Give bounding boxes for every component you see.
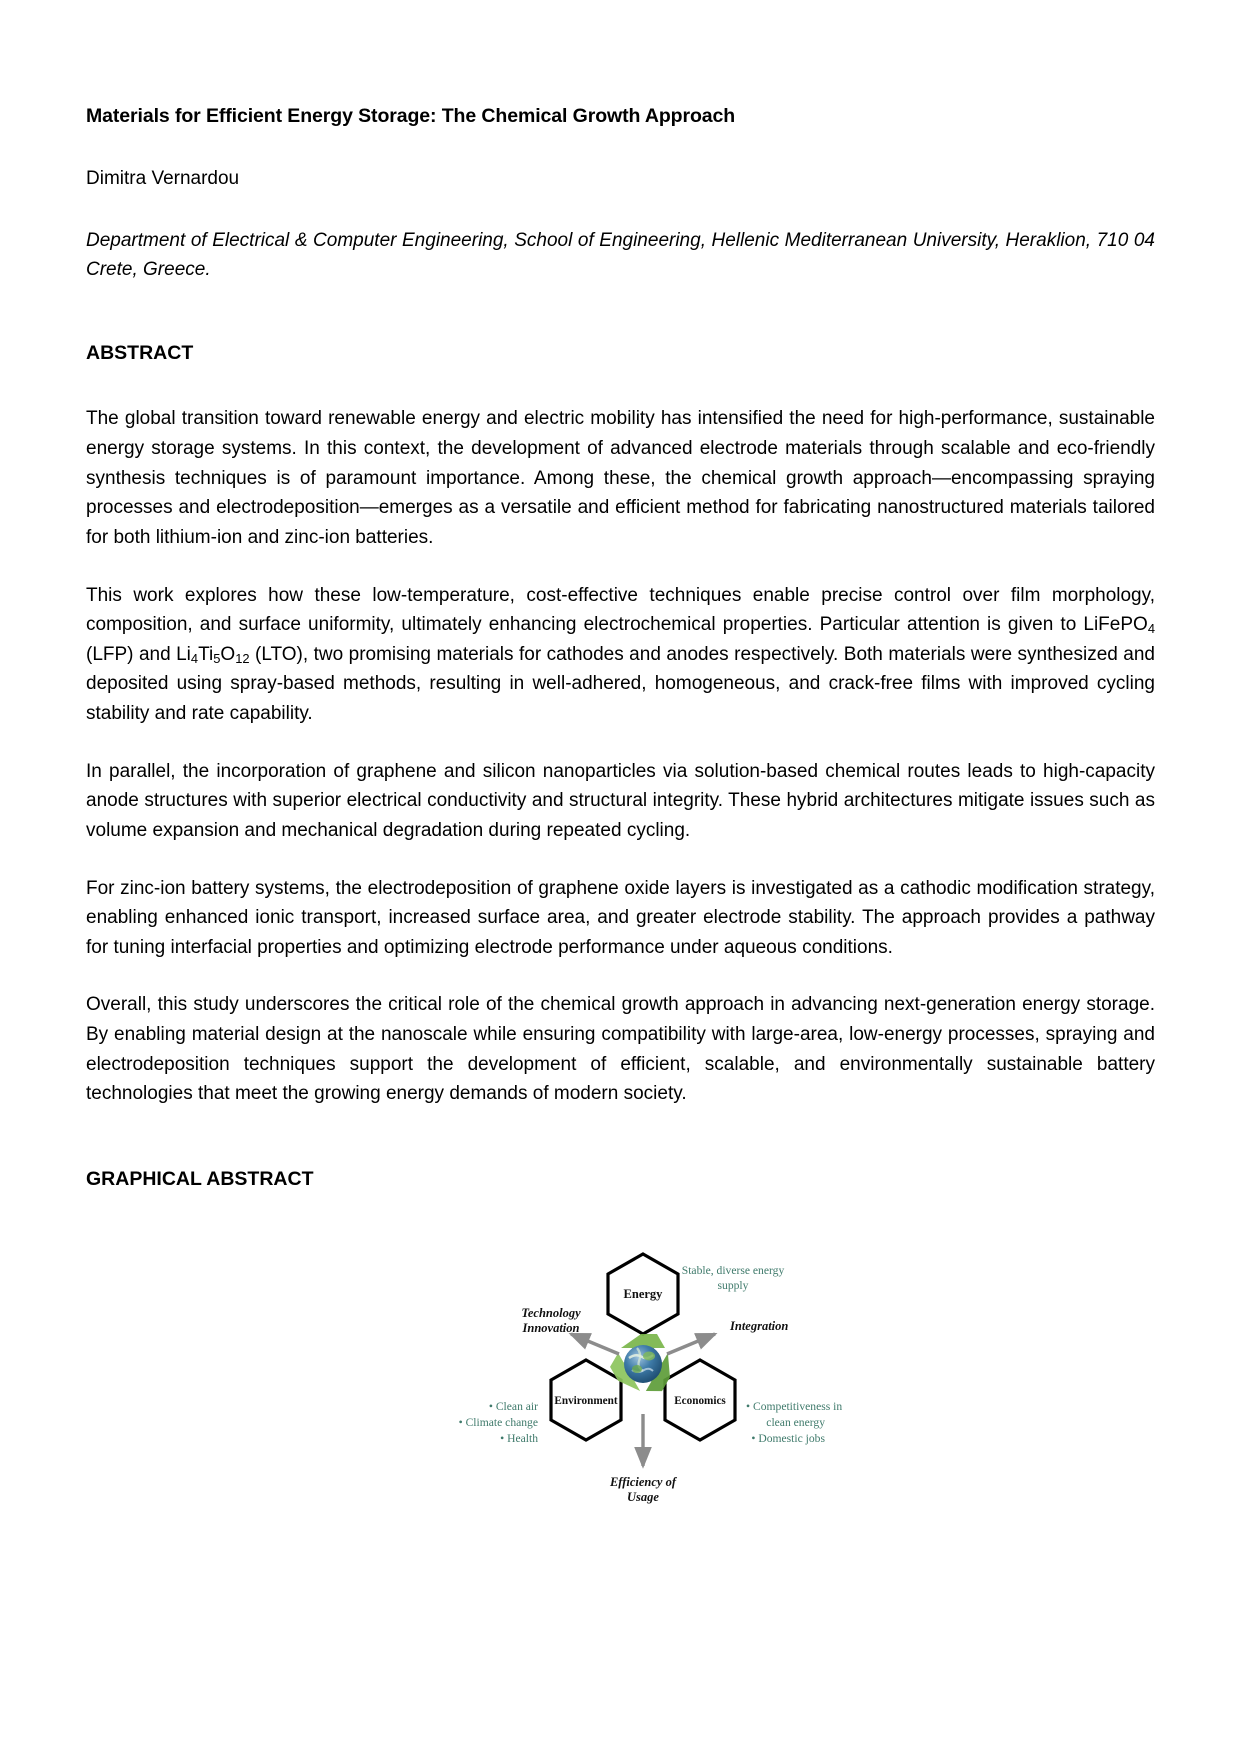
- label-technology-innovation-line1: Technology: [520, 1306, 581, 1321]
- bullet-climate-change: • Climate change: [458, 1416, 538, 1430]
- lfp-subscript-4: 4: [1147, 620, 1155, 636]
- bullet-domestic-jobs: • Domestic jobs: [750, 1432, 825, 1446]
- label-efficiency-line2: Usage: [626, 1490, 659, 1505]
- annotation-supply-line2: supply: [717, 1279, 748, 1293]
- annotation-economics-bullets: [746, 1400, 842, 1445]
- hexagon-energy-label: Energy: [623, 1287, 662, 1302]
- bullet-clean-air: • Clean air: [488, 1400, 538, 1414]
- hexagon-environment: [551, 1360, 621, 1440]
- lto-subscript-li4: 4: [190, 650, 199, 666]
- hexagon-economics: [665, 1360, 735, 1440]
- bullet-clean-energy-cont: clean energy: [765, 1416, 825, 1430]
- author-affiliation: Department of Electrical & Computer Engineering, School of Engineering, Hellenic Mediterranean University, Heraklion, 710 04 Crete, Greece.: [86, 230, 1155, 280]
- abstract-paragraph-5: Overall, this study underscores the critical role of the chemical growth approach in advancing next-generation energy storage. By enabling material design at the nanoscale while ensuring compatibility with large-area, low-energy processes, spraying and electrodeposition techniques support the development of efficient, scalable, and environmentally sustainable battery technologies that meet the growing energy demands of modern society.: [86, 994, 1155, 1105]
- materials-text-part-4: O: [220, 643, 236, 665]
- label-efficiency-line1: Efficiency of: [609, 1475, 676, 1490]
- bullet-competitiveness: • Competitiveness in: [745, 1400, 842, 1414]
- label-technology-innovation-line2: Innovation: [522, 1321, 579, 1336]
- abstract-paragraph-1: The global transition toward renewable energy and electric mobility has intensified the need for high-performance, sustainable energy storage systems. In this context, the development of advanced electrode materials through scalable and eco-friendly synthesis techniques is of paramount importance. Among these, the chemical growth approach—encompassing spraying processes and electrodeposition—emerges as a versatile and efficient method for fabricating nanostructured materials tailored for both lithium-ion and zinc-ion batteries.: [86, 408, 1155, 548]
- hexagon-energy: [608, 1254, 678, 1334]
- label-efficiency-of-usage: [608, 1475, 677, 1504]
- graphical-abstract-figure: [86, 1192, 1155, 1544]
- author-name: Dimitra Vernardou: [86, 168, 240, 190]
- materials-text-part-5: (LTO), two promising materials for cathodes and anodes respectively. Both materials were synthesized and deposited using spray-based methods, resulting in well-adhered, homogeneous, and crack-free films with improved cycling stability and rate capability.: [86, 643, 1155, 724]
- bullet-health: • Health: [499, 1432, 538, 1446]
- arrow-technology-innovation: [571, 1334, 619, 1354]
- figure-canvas: [443, 1214, 843, 1514]
- abstract-heading: ABSTRACT: [86, 342, 194, 365]
- materials-text-part-3: Ti: [198, 643, 214, 665]
- materials-text-part-2: (LFP) and Li: [86, 643, 191, 665]
- annotation-environment-bullets: [458, 1400, 538, 1445]
- label-technology-innovation: [521, 1306, 581, 1335]
- lto-subscript-o12: 12: [235, 650, 250, 666]
- page-title: Materials for Efficient Energy Storage: The Chemical Growth Approach: [86, 105, 736, 127]
- abstract-body: [86, 366, 1155, 1109]
- abstract-paragraph-3: In parallel, the incorporation of graphene and silicon nanoparticles via solution-based chemical routes leads to high-capacity anode structures with superior electrical conductivity and structural integrity. These hybrid architectures mitigate issues such as volume expansion and mechanical degradation during repeated cycling.: [86, 760, 1155, 841]
- hexagon-environment-label: Environment: [553, 1395, 618, 1408]
- arrow-integration: [667, 1334, 715, 1354]
- lto-subscript-ti5: 5: [213, 650, 221, 666]
- abstract-paragraph-2-materials: [86, 553, 1155, 729]
- label-integration: Integration: [729, 1319, 788, 1334]
- materials-text-part-1: This work explores how these low-temperature, cost-effective techniques enable precise control over film morphology, composition, and surface uniformity, ultimately enhancing electrochemical properties. Particular attention is given to LiFePO: [86, 584, 1155, 636]
- hexagon-economics-label: Economics: [673, 1395, 726, 1408]
- annotation-supply-line1: Stable, diverse energy: [681, 1264, 784, 1278]
- annotation-stable-diverse-energy-supply: [681, 1264, 784, 1292]
- graphical-abstract-heading: GRAPHICAL ABSTRACT: [86, 1167, 314, 1190]
- abstract-paragraph-4: For zinc-ion battery systems, the electrodeposition of graphene oxide layers is investigated as a cathodic modification strategy, enabling enhanced ionic transport, increased surface area, and greater electrode stability. The approach provides a pathway for tuning interfacial properties and optimizing electrode performance under aqueous conditions.: [86, 877, 1155, 958]
